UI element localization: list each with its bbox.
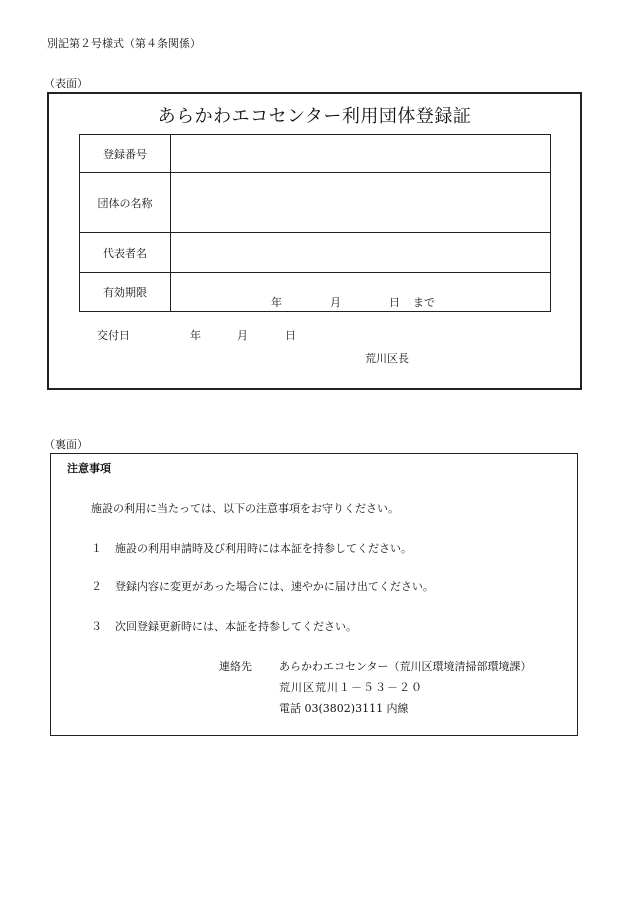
list-item (91, 578, 434, 594)
table-row (80, 273, 551, 312)
item-number: １ (91, 542, 102, 555)
registration-number-field (171, 135, 551, 173)
issue-month-unit: 月 (237, 329, 248, 342)
registration-card-back (50, 453, 578, 736)
contact-name: あらかわエコセンター（荒川区環境清掃部環境課） (279, 660, 532, 673)
group-name-field (171, 173, 551, 233)
registration-table (79, 134, 551, 312)
validity-year-unit: 年 (271, 296, 282, 309)
validity-month-unit: 月 (330, 296, 341, 309)
card-title: あらかわエコセンター利用団体登録証 (157, 106, 472, 127)
registration-card-front (47, 92, 582, 390)
notes-intro: 施設の利用に当たっては、以下の注意事項をお守りください。 (91, 502, 399, 515)
list-item (91, 540, 412, 556)
form-number-note: 別記第２号様式（第４条関係） (47, 37, 201, 50)
notes-heading: 注意事項 (67, 462, 111, 475)
item-number: ３ (91, 620, 102, 633)
validity-until-text: まで (413, 296, 435, 309)
representative-field (171, 233, 551, 273)
issue-date-label: 交付日 (97, 329, 130, 342)
issuer-name: 荒川区長 (365, 352, 409, 365)
back-side-label: （裏面） (44, 438, 88, 451)
item-text: 次回登録更新時には、本証を持参してください。 (115, 620, 357, 633)
registration-number-label: 登録番号 (80, 135, 171, 173)
item-text: 施設の利用申請時及び利用時には本証を持参してください。 (115, 542, 412, 555)
table-row (80, 173, 551, 233)
validity-day-unit: 日 (389, 296, 400, 309)
item-text: 登録内容に変更があった場合には、速やかに届け出てください。 (115, 580, 434, 593)
issue-day-unit: 日 (285, 329, 296, 342)
contact-label: 連絡先 (219, 660, 252, 673)
item-number: ２ (91, 580, 102, 593)
representative-label: 代表者名 (80, 233, 171, 273)
validity-period-field (171, 273, 551, 312)
group-name-label: 団体の名称 (80, 173, 171, 233)
front-side-label: （表面） (44, 77, 88, 90)
contact-address: 荒川区荒川１－５３－２０ (279, 681, 423, 694)
issue-year-unit: 年 (190, 329, 201, 342)
contact-phone: 電話 03(3802)3111 内線 (279, 702, 409, 715)
table-row (80, 135, 551, 173)
list-item (91, 618, 357, 634)
table-row (80, 233, 551, 273)
validity-period-label: 有効期限 (80, 273, 171, 312)
